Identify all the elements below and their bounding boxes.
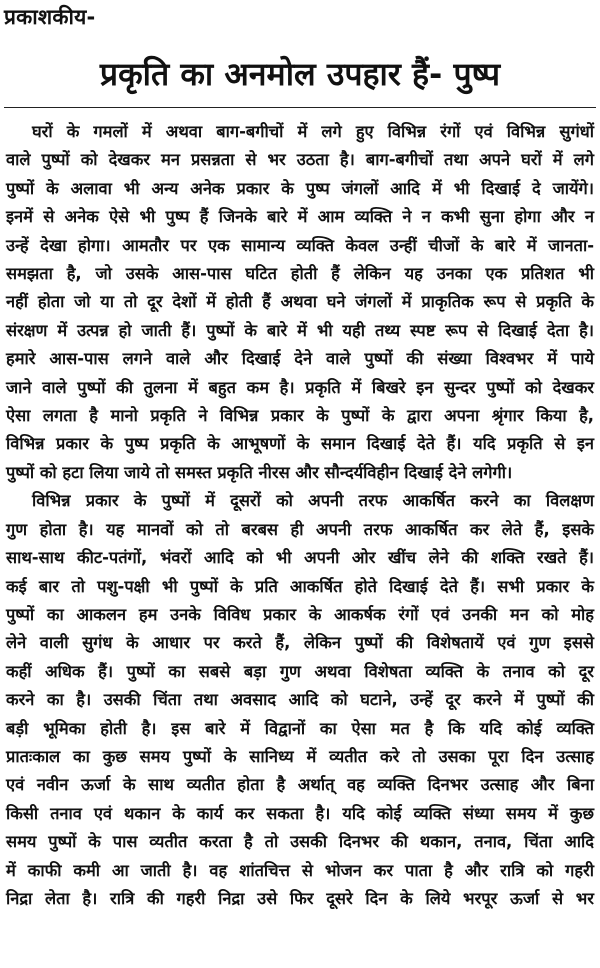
title-divider bbox=[4, 107, 596, 108]
paragraph-1 bbox=[6, 118, 594, 487]
text-line: घरों के गमलों में अथवा बाग-बगीचों में लगे हुए विभिन्न रंगों एवं विभिन्न सुगंधों bbox=[32, 122, 594, 141]
text-line: साथ-साथ कीट-पतंगों, भंवरों आदि को भी अपनी ओर खींच लेने की शक्ति रखते हैं। bbox=[6, 548, 594, 568]
text-line: कहीं अधिक हैं। पुष्पों का सबसे बड़ा गुण अथवा विशेषता व्यक्ति के तनाव को दूर bbox=[6, 661, 594, 681]
text-line: किसी तनाव एवं थकान के कार्य कर सकता है। यदि कोई व्यक्ति संध्या समय में कुछ bbox=[6, 803, 594, 823]
body-text bbox=[6, 118, 594, 913]
text-line: गुण होता है। यह मानवों को तो बरबस ही अपनी तरफ आकर्षित कर लेते हैं, इसके bbox=[6, 519, 594, 539]
text-line: नहीं होता जो या तो दूर देशों में होती हैं अथवा घने जंगलों में प्राकृतिक रूप से प्रकृति के bbox=[6, 292, 594, 312]
text-line: ऐसा लगता है मानो प्रकृति ने विभिन्न प्रकार के पुष्पों के द्वारा अपना श्रृंगार किया है, bbox=[6, 406, 594, 426]
text-line: संरक्षण में उत्पन्न हो जाती हैं। पुष्पों के बारे में भी यही तथ्य स्पष्ट रूप से दिखाई देता है। bbox=[6, 320, 594, 340]
text-line: लेने वाली सुगंध के आधार पर करते हैं, लेकिन पुष्पों की विशेषतायें एवं गुण इससे bbox=[6, 633, 594, 653]
text-line: पुष्पों का आकलन हम उनके विविध प्रकार के आकर्षक रंगों एवं उनकी मन को मोह bbox=[6, 604, 594, 624]
text-line: विभिन्न प्रकार के पुष्पों में दूसरों को अपनी तरफ आकर्षित करने का विलक्षण bbox=[32, 491, 594, 511]
page-title: प्रकृति का अनमोल उपहार हैं- पुष्प bbox=[99, 55, 501, 93]
text-line: पुष्पों को हटा लिया जाये तो समस्त प्रकृति नीरस और सौन्दर्यविहीन दिखाई देने लगेगी। bbox=[6, 462, 513, 482]
text-line: हमारे आस-पास लगने वाले और दिखाई देने वाले पुष्पों की संख्या विश्वभर में पाये bbox=[6, 349, 594, 369]
paragraph-2 bbox=[6, 487, 594, 913]
text-line: में काफी कमी आ जाती है। वह शांतचित्त से भोजन कर पाता है और रात्रि को गहरी bbox=[6, 860, 594, 880]
text-line: उन्हें देखा होगा। आमतौर पर एक सामान्य व्यक्ति केवल उन्हीं चीजों के बारे में जानता- bbox=[6, 235, 594, 255]
text-line: करने का है। उसकी चिंता तथा अवसाद आदि को घटाने, उन्हें दूर करने में पुष्पों की bbox=[6, 690, 594, 710]
text-line: एवं नवीन ऊर्जा के साथ व्यतीत होता है अर्थात् वह व्यक्ति दिनभर उत्साह और बिना bbox=[6, 775, 594, 795]
text-line: वाले पुष्पों को देखकर मन प्रसन्नता से भर उठता है। बाग-बगीचों तथा अपने घरों में लगे bbox=[6, 150, 594, 170]
text-line: बड़ी भूमिका होती है। इस बारे में विद्वानों का ऐसा मत है कि यदि कोई व्यक्ति bbox=[6, 718, 594, 738]
text-line: जाने वाले पुष्पों की तुलना में बहुत कम है। प्रकृति में बिखरे इन सुन्दर पुष्पों को देखकर bbox=[6, 377, 594, 397]
text-line: इनमें से अनेक ऐसे भी पुष्प हैं जिनके बारे में आम व्यक्ति ने न कभी सुना होगा और न bbox=[6, 207, 594, 227]
text-line: निद्रा लेता है। रात्रि की गहरी निद्रा उसे फिर दूसरे दिन के लिये भरपूर ऊर्जा से भर bbox=[6, 888, 594, 908]
text-line: कई बार तो पशु-पक्षी भी पुष्पों के प्रति आकर्षित होते दिखाई देते हैं। सभी प्रकार के bbox=[6, 576, 594, 596]
text-line: समय पुष्पों के पास व्यतीत करता है तो उसकी दिनभर की थकान, तनाव, चिंता आदि bbox=[6, 832, 594, 852]
text-line: विभिन्न प्रकार के पुष्प प्रकृति के आभूषणों के समान दिखाई देते हैं। यदि प्रकृति से इन bbox=[6, 434, 594, 454]
text-line: प्रातःकाल का कुछ समय पुष्पों के सानिध्य में व्यतीत करे तो उसका पूरा दिन उत्साह bbox=[6, 746, 594, 766]
text-line: समझता है, जो उसके आस-पास घटित होती हैं लेकिन यह उनका एक प्रतिशत भी bbox=[6, 264, 594, 284]
text-line: पुष्पों के अलावा भी अन्य अनेक प्रकार के पुष्प जंगलों आदि में भी दिखाई दे जायेंगे। bbox=[6, 178, 594, 198]
section-label: प्रकाशकीय- bbox=[4, 5, 96, 29]
